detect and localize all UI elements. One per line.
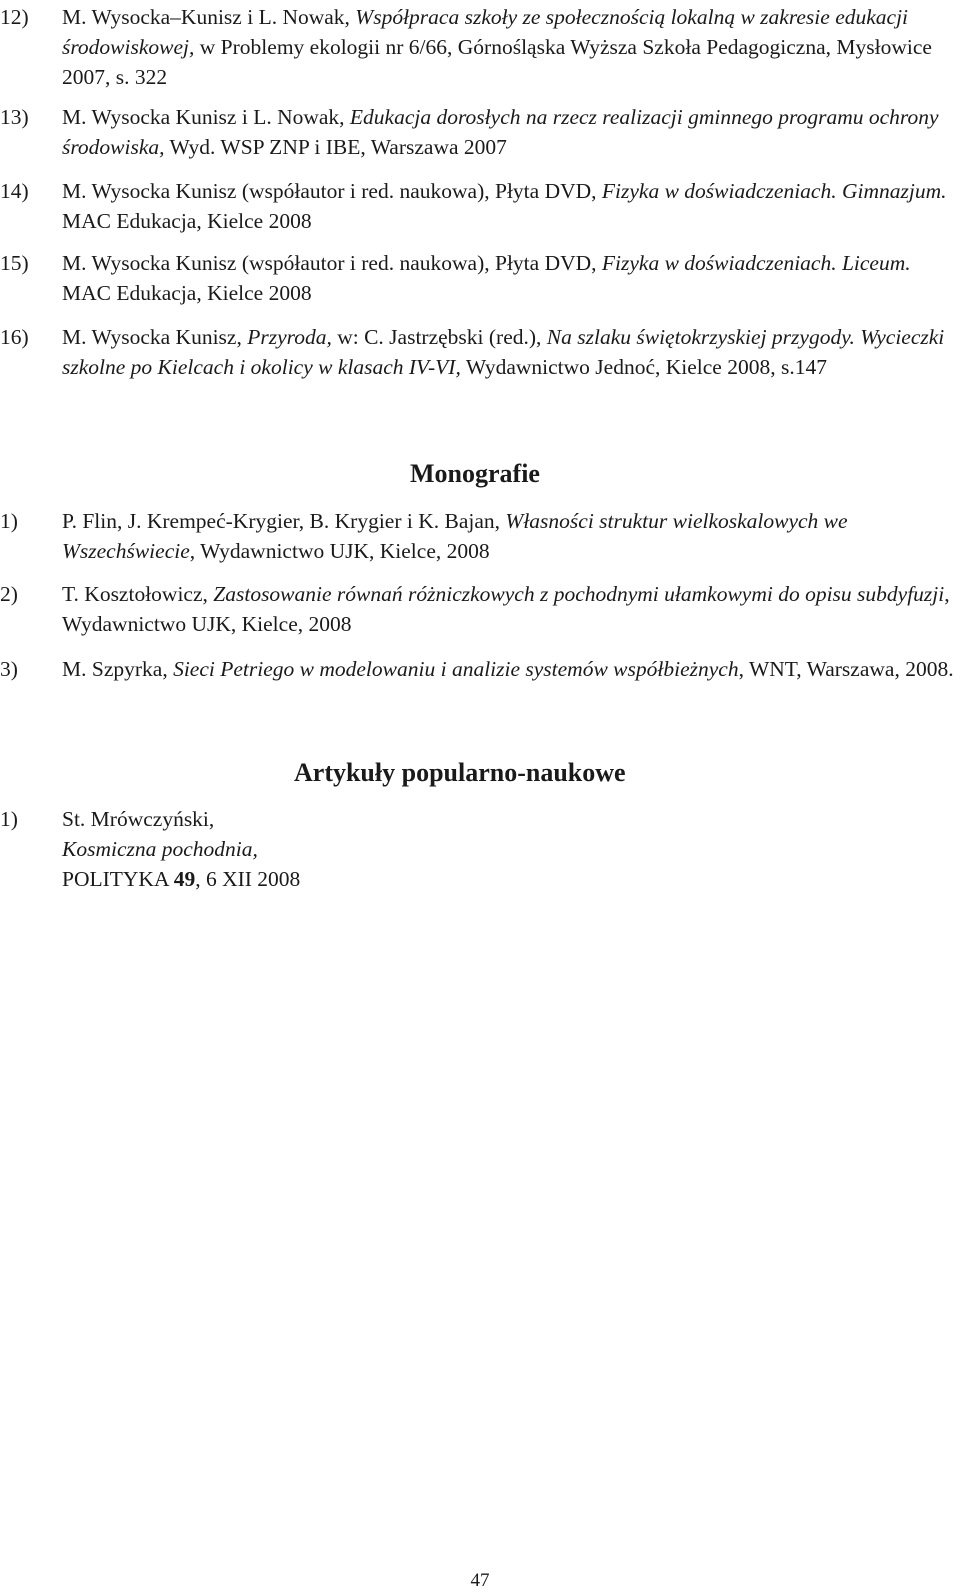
entry-number: 1) <box>0 509 18 533</box>
section-heading-artykuly: Artykuły popularno-naukowe <box>294 758 626 787</box>
entry-15 <box>0 248 960 308</box>
entry-authors: M. Szpyrka, <box>62 657 174 681</box>
entry-publication: MAC Edukacja, Kielce 2008 <box>62 209 312 233</box>
monografia-1 <box>0 506 960 566</box>
section-heading-monografie: Monografie <box>410 459 540 488</box>
entry-title: Współpraca szkoły ze społecznością lokalną w zakresie edukacji środowiskowej, <box>62 5 909 59</box>
entry-text <box>62 248 957 308</box>
entry-text <box>62 102 957 162</box>
entry-authors: P. Flin, J. Krempeć-Krygier, B. Krygier i K. Bajan, <box>62 509 506 533</box>
entry-number: 13) <box>0 105 29 129</box>
entry-13 <box>0 102 960 162</box>
entry-title: Fizyka w doświadczeniach. Liceum. <box>601 251 911 275</box>
entry-publication: POLITYKA 49, 6 XII 2008 <box>62 867 301 891</box>
entry-number: 2) <box>0 582 18 606</box>
entry-publication: Wydawnictwo Jednoć, Kielce 2008, s.147 <box>460 355 827 379</box>
issue-number: 49 <box>173 867 196 891</box>
entry-publication: , Wydawnictwo UJK, Kielce, 2008 <box>62 582 950 636</box>
entry-publication: Wyd. WSP ZNP i IBE, Warszawa 2007 <box>164 135 507 159</box>
entry-authors: M. Wysocka Kunisz (współautor i red. naukowa), Płyta DVD, <box>62 179 602 203</box>
entry-text <box>62 2 957 92</box>
entry-number: 1) <box>0 807 18 831</box>
monografia-3 <box>0 654 960 684</box>
entry-title: Edukacja dorosłych na rzecz realizacji gminnego programu ochrony środowiska, <box>62 105 939 159</box>
entry-14 <box>0 176 960 236</box>
entry-authors: M. Wysocka Kunisz, <box>62 325 248 349</box>
entry-authors: M. Wysocka Kunisz (współautor i red. naukowa), Płyta DVD, <box>62 251 602 275</box>
entry-12 <box>0 2 960 92</box>
entry-text <box>62 654 957 684</box>
entry-authors: M. Wysocka–Kunisz i L. Nowak, <box>62 5 356 29</box>
entry-text <box>62 506 957 566</box>
entry-authors: St. Mrówczyński, <box>62 807 215 831</box>
entry-authors: T. Kosztołowicz, <box>62 582 214 606</box>
entry-number: 14) <box>0 179 29 203</box>
entry-publication: , WNT, Warszawa, 2008. <box>738 657 954 681</box>
entry-section: Przyroda, <box>247 325 332 349</box>
entry-title: Fizyka w doświadczeniach. Gimnazjum. <box>601 179 947 203</box>
entry-16 <box>0 322 960 382</box>
entry-text <box>62 176 957 236</box>
entry-editor: w: C. Jastrzębski (red.), <box>331 325 547 349</box>
entry-publication: MAC Edukacja, Kielce 2008 <box>62 281 312 305</box>
entry-title: Własności struktur wielkoskalowych we Wszechświecie <box>62 509 848 563</box>
entry-title: Na szlaku świętokrzyskiej przygody. Wycieczki szkolne po Kielcach i okolicy w klasach IV-VI, <box>62 325 945 379</box>
entry-number: 12) <box>0 5 29 29</box>
entry-authors: M. Wysocka Kunisz i L. Nowak, <box>62 105 350 129</box>
entry-title: Sieci Petriego w modelowaniu i analizie systemów współbieżnych <box>173 657 739 681</box>
artykul-1 <box>0 804 960 894</box>
entry-title: Zastosowanie równań różniczkowych z pochodnymi ułamkowymi do opisu subdyfuzji <box>213 582 945 606</box>
monografia-2 <box>0 579 960 639</box>
entry-number: 16) <box>0 325 29 349</box>
entry-publication: w Problemy ekologii nr 6/66, Górnośląska Wyższa Szkoła Pedagogiczna, Mysłowice 2007, s. 322 <box>62 35 932 89</box>
page-number: 47 <box>470 1570 490 1591</box>
entry-text <box>62 804 957 894</box>
entry-title: Kosmiczna pochodnia, <box>62 837 258 861</box>
entry-text <box>62 579 957 639</box>
entry-text <box>62 322 957 382</box>
entry-publication: , Wydawnictwo UJK, Kielce, 2008 <box>189 539 490 563</box>
entry-number: 15) <box>0 251 29 275</box>
entry-number: 3) <box>0 657 18 681</box>
